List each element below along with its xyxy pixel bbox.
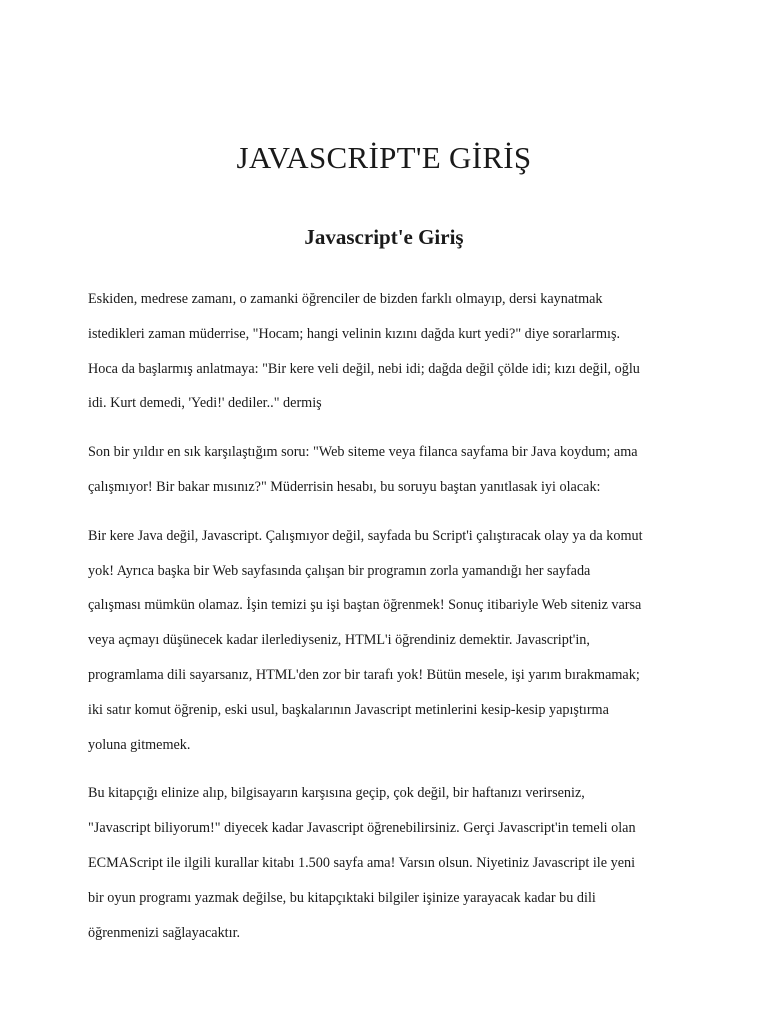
paragraph-3	[88, 519, 693, 763]
text-line: çalışmıyor! Bir bakar mısınız?" Müderrisin hesabı, bu soruyu baştan yanıtlasak iyi olacak:	[88, 478, 601, 495]
text-line: iki satır komut öğrenip, eski usul, başkalarının Javascript metinlerini kesip-kesip yapıştırma	[88, 701, 609, 718]
text-line: Hoca da başlarmış anlatmaya: "Bir kere veli değil, nebi idi; dağda değil çölde idi; kızı değil, oğlu	[88, 360, 640, 377]
text-line: çalışması mümkün olamaz. İşin temizi şu işi baştan öğrenmek! Sonuç itibariyle Web siteniz varsa	[88, 597, 642, 614]
text-line: veya açmayı düşünecek kadar ilerlediyseniz, HTML'i öğrendiniz demektir. Javascript'in,	[88, 632, 590, 649]
document-body	[88, 282, 693, 964]
text-line: Bir kere Java değil, Javascript. Çalışmıyor değil, sayfada bu Script'i çalıştıracak olay ya da komut	[88, 527, 643, 544]
paragraph-2	[88, 435, 693, 505]
text-line: öğrenmenizi sağlayacaktır.	[88, 924, 241, 941]
text-line: Eskiden, medrese zamanı, o zamanki öğrenciler de bizden farklı olmayıp, dersi kaynatmak	[88, 291, 603, 307]
text-line: ECMAScript ile ilgili kurallar kitabı 1.500 sayfa ama! Varsın olsun. Niyetiniz Javascript ile yeni	[88, 854, 636, 871]
paragraph-1	[88, 282, 693, 421]
text-line: yok! Ayrıca başka bir Web sayfasında çalışan bir programın zorla yamandığı her sayfada	[88, 562, 591, 579]
text-line: yoluna gitmemek.	[88, 736, 191, 753]
text-line: programlama dili sayarsanız, HTML'den zor bir tarafı yok! Bütün mesele, işi yarım bırakmamak;	[88, 666, 640, 683]
text-line: Bu kitapçığı elinize alıp, bilgisayarın karşısına geçip, çok değil, bir haftanızı verirseniz,	[88, 785, 585, 802]
document-subtitle: Javascript'e Giriş	[304, 225, 464, 249]
text-line: "Javascript biliyorum!" diyecek kadar Javascript öğrenebilirsiniz. Gerçi Javascript'in temeli olan	[88, 820, 636, 837]
text-line: idi. Kurt demedi, 'Yedi!' dediler.." dermiş	[88, 395, 322, 412]
text-line: bir oyun programı yazmak değilse, bu kitapçıktaki bilgiler işinize yarayacak kadar bu dili	[88, 889, 596, 906]
paragraph-4	[88, 776, 693, 950]
text-line: istedikleri zaman müderrise, "Hocam; hangi velinin kızını dağda kurt yedi?" diye sorarlarmış.	[88, 325, 621, 342]
document-title: JAVASCRİPT'E GİRİŞ	[236, 140, 532, 175]
text-line: Son bir yıldır en sık karşılaştığım soru: "Web siteme veya filanca sayfama bir Java koydum; ama	[88, 444, 638, 461]
